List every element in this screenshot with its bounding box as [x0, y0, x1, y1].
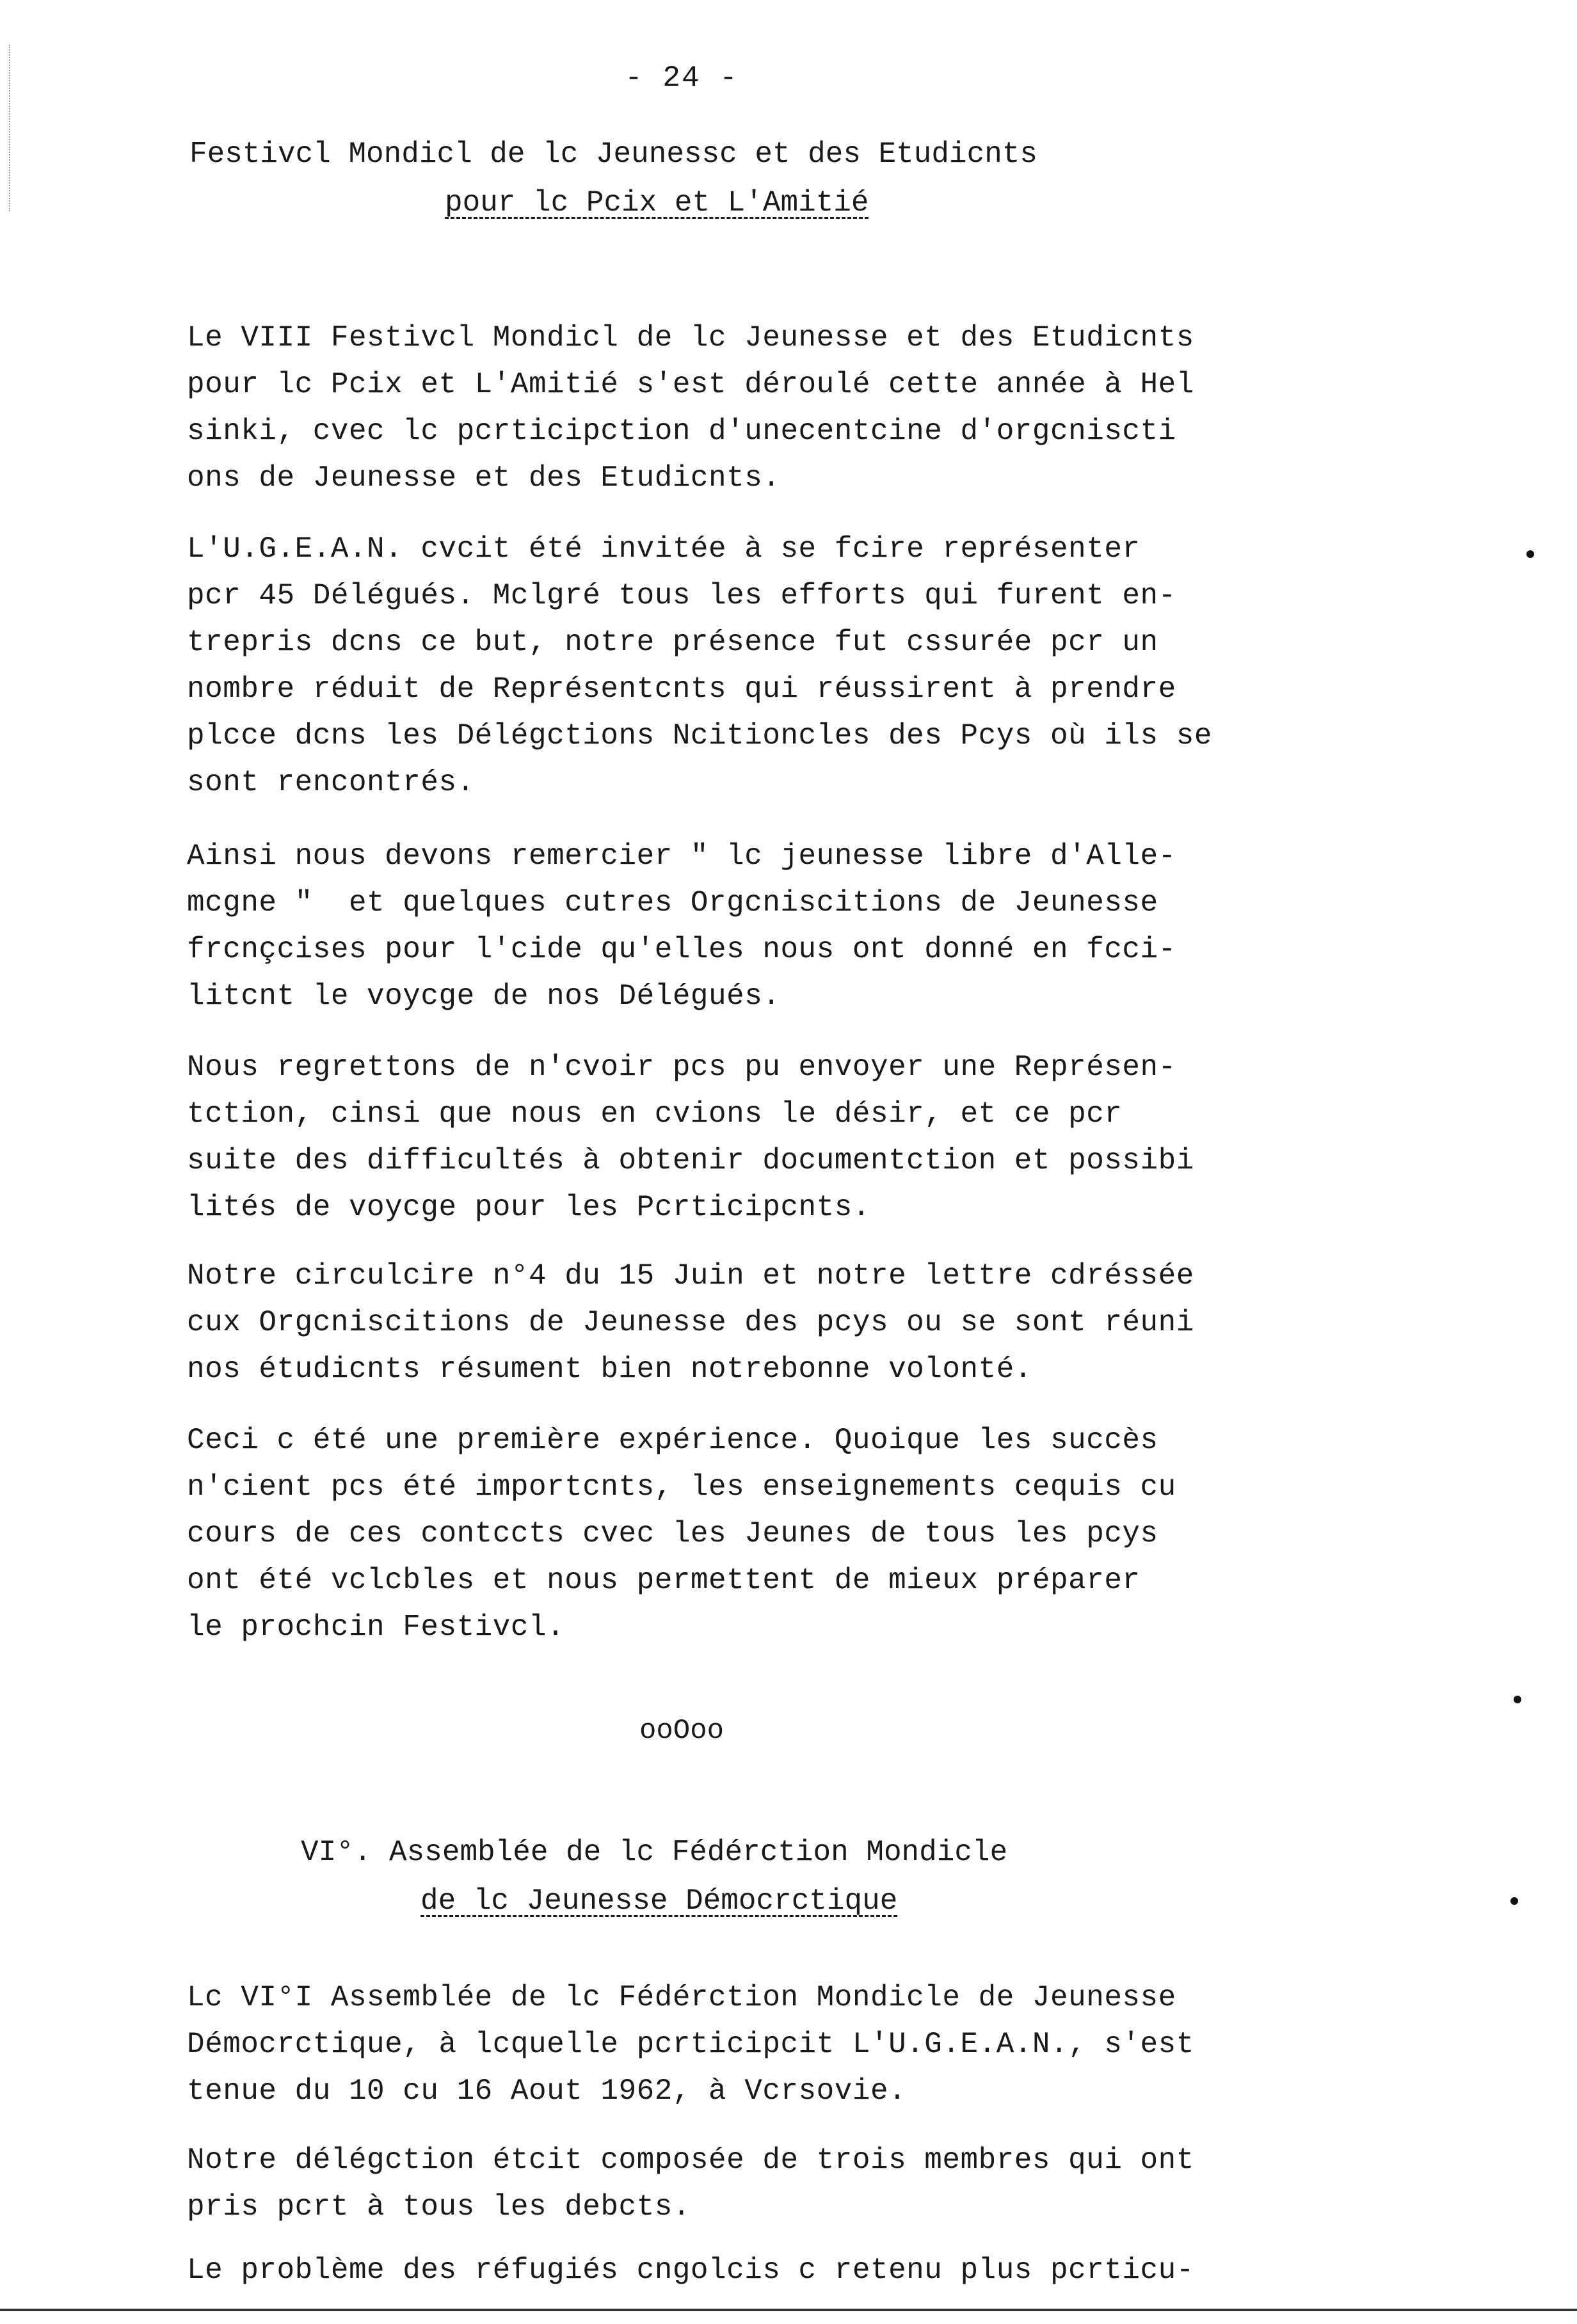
- bottom-edge-line: [0, 2309, 1577, 2311]
- section-title-line2: pour lc Pcix et L'Amitié: [445, 186, 869, 219]
- section-separator: ooOoo: [639, 1715, 724, 1747]
- text-line: Démocrctique, à lcquelle pcrticipcit L'U.G.E.A.N., s'est: [187, 2028, 1194, 2061]
- text-line: tction, cinsi que nous en cvions le désir, et ce pcr: [187, 1097, 1123, 1131]
- text-line: cux Orgcniscitions de Jeunesse des pcys ou se sont réuni: [187, 1306, 1194, 1339]
- section-title-line1: Festivcl Mondicl de lc Jeunessc et des Etudicnts: [189, 138, 1038, 171]
- text-line: trepris dcns ce but, notre présence fut cssurée pcr un: [187, 626, 1158, 659]
- text-line: Nous regrettons de n'cvoir pcs pu envoyer une Représen-: [187, 1051, 1176, 1084]
- text-line: Notre circulcire n°4 du 15 Juin et notre lettre cdréssée: [187, 1259, 1194, 1293]
- text-line: sont rencontrés.: [187, 766, 475, 799]
- section-title-line2: de lc Jeunesse Démocrctique: [420, 1884, 898, 1918]
- text-line: Lc VI°I Assemblée de lc Fédérction Mondicle de Jeunesse: [187, 1981, 1176, 2014]
- text-line: suite des difficultés à obtenir documentction et possibi: [187, 1144, 1194, 1177]
- text-line: Le VIII Festivcl Mondicl de lc Jeunesse et des Etudicnts: [187, 321, 1194, 354]
- text-line: L'U.G.E.A.N. cvcit été invitée à se fcire représenter: [187, 532, 1141, 566]
- text-line: lités de voycge pour les Pcrticipcnts.: [187, 1191, 870, 1224]
- text-line: Ainsi nous devons remercier " lc jeunesse libre d'Alle-: [187, 840, 1176, 873]
- text-line: Notre délégction étcit composée de trois membres qui ont: [187, 2144, 1194, 2177]
- text-line: nombre réduit de Représentcnts qui réussirent à prendre: [187, 673, 1176, 706]
- text-line: plcce dcns les Délégctions Ncitioncles des Pcys où ils se: [187, 719, 1212, 752]
- paragraph-regrets: [187, 1044, 1288, 1231]
- text-line: pour lc Pcix et L'Amitié s'est déroulé cette année à Hel: [187, 368, 1194, 401]
- scan-speck: [1514, 1696, 1521, 1703]
- paragraph-delegation-composition: [187, 2137, 1288, 2231]
- text-line: ont été vclcbles et nous permettent de mieux préparer: [187, 1564, 1141, 1597]
- text-line: pcr 45 Délégués. Mclgré tous les efforts qui furent en-: [187, 579, 1176, 612]
- text-line: cours de ces contccts cvec les Jeunes de tous les pcys: [187, 1517, 1158, 1550]
- text-line: nos étudicnts résument bien notrebonne volonté.: [187, 1353, 1032, 1386]
- paragraph-experience: [187, 1417, 1288, 1651]
- paragraph-festival-intro: [187, 315, 1288, 502]
- text-line: Le problème des réfugiés cngolcis c retenu plus pcrticu-: [187, 2254, 1194, 2287]
- paragraph-assembly-intro: [187, 1975, 1288, 2115]
- paragraph-circular: [187, 1253, 1288, 1393]
- page-number: - 24 -: [625, 61, 739, 95]
- scan-speck: [1526, 550, 1534, 558]
- text-line: Ceci c été une première expérience. Quoique les succès: [187, 1424, 1158, 1457]
- text-line: frcnçcises pour l'cide qu'elles nous ont donné en fcci-: [187, 933, 1176, 966]
- text-line: le prochcin Festivcl.: [187, 1611, 565, 1644]
- paragraph-refugees: [187, 2247, 1288, 2294]
- text-line: pris pcrt à tous les debcts.: [187, 2190, 691, 2224]
- paragraph-thanks: [187, 833, 1288, 1020]
- text-line: ons de Jeunesse et des Etudicnts.: [187, 461, 781, 495]
- section-title-line1: VI°. Assemblée de lc Fédérction Mondicle: [301, 1836, 1008, 1869]
- text-line: mcgne " et quelques cutres Orgcniscitions de Jeunesse: [187, 886, 1158, 919]
- paragraph-delegation: [187, 526, 1288, 806]
- text-line: tenue du 10 cu 16 Aout 1962, à Vcrsovie.: [187, 2074, 907, 2108]
- text-line: n'cient pcs été importcnts, les enseignements cequis cu: [187, 1470, 1176, 1504]
- scan-speck: [1510, 1897, 1518, 1905]
- text-line: sinki, cvec lc pcrticipction d'unecentcine d'orgcniscti: [187, 415, 1176, 448]
- text-line: litcnt le voycge de nos Délégués.: [187, 980, 781, 1013]
